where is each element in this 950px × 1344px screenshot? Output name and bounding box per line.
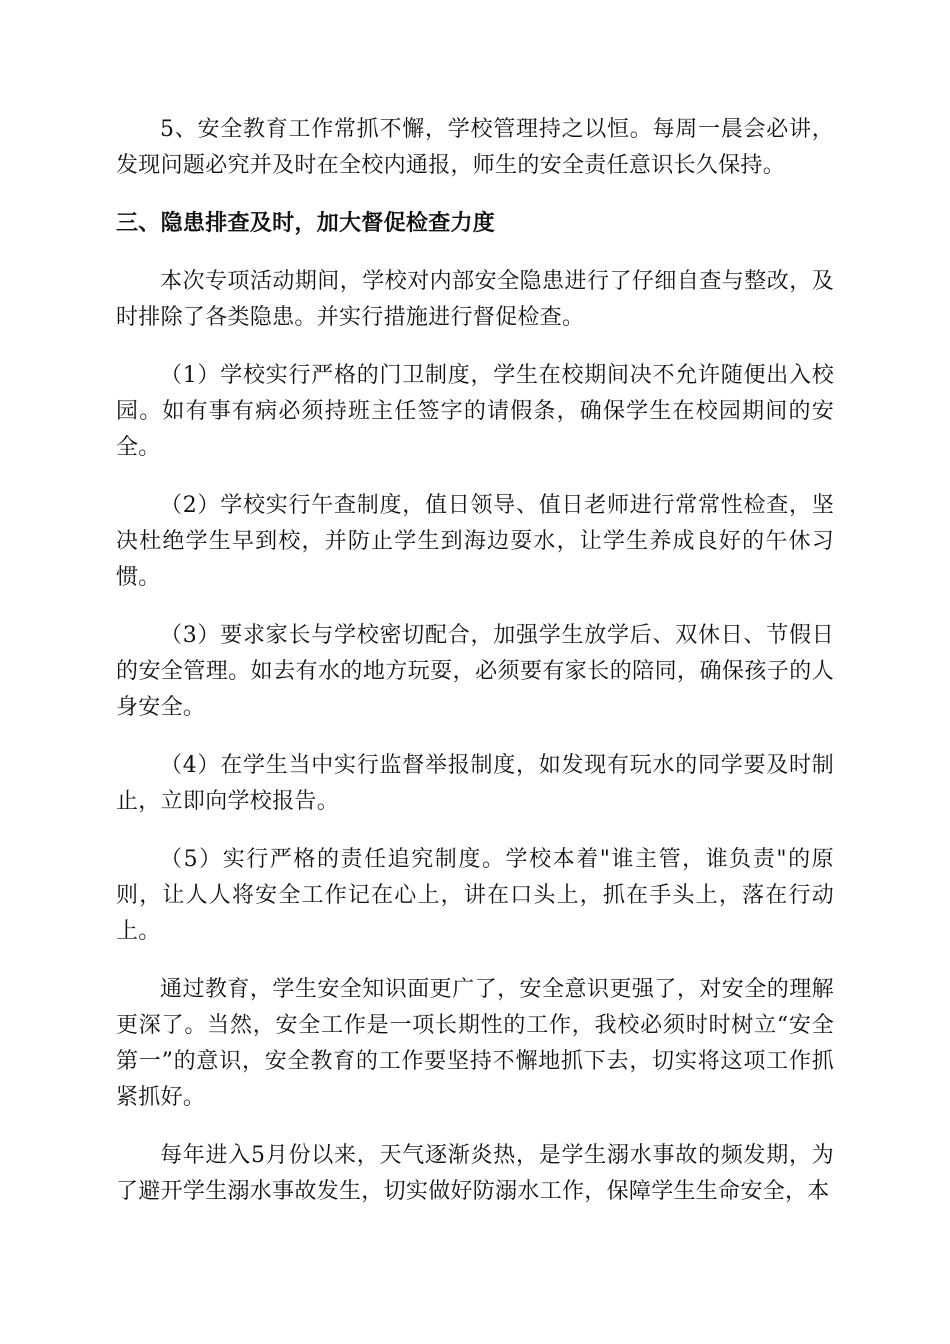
section-heading-3: 三、隐患排查及时，加大督促检查力度 [116, 211, 496, 236]
paragraph-safety-education: 5、安全教育工作常抓不懈，学校管理持之以恒。每周一晨会必讲，发现问题必究并及时在全校内通报，师生的安全责任意识长久保持。 [116, 117, 834, 178]
paragraph-item-5: （5）实行严格的责任追究制度。学校本着"谁主管，谁负责"的原则，让人人将安全工作记在心上，讲在口头上，抓在手头上，落在行动上。 [116, 847, 834, 944]
paragraph-item-2: （2）学校实行午查制度，值日领导、值日老师进行常常性检查，坚决杜绝学生早到校，并防止学生到海边耍水，让学生养成良好的午休习惯。 [116, 493, 834, 590]
paragraph-item-1: （1）学校实行严格的门卫制度，学生在校期间决不允许随便出入校园。如有事有病必须持班主任签字的请假条，确保学生在校园期间的安全。 [116, 363, 834, 460]
paragraph-item-3: （3）要求家长与学校密切配合，加强学生放学后、双休日、节假日的安全管理。如去有水的地方玩耍，必须要有家长的陪同，确保孩子的人身安全。 [116, 623, 834, 720]
paragraph-special-activity: 本次专项活动期间，学校对内部安全隐患进行了仔细自查与整改，及时排除了各类隐患。并实行措施进行督促检查。 [116, 269, 834, 330]
paragraph-may-drowning: 每年进入5月份以来，天气逐渐炎热，是学生溺水事故的频发期，为了避开学生溺水事故发生，切实做好防溺水工作，保障学生生命安全，本 [116, 1143, 834, 1204]
paragraph-item-4: （4）在学生当中实行监督举报制度，如发现有玩水的同学要及时制止，立即向学校报告。 [116, 753, 834, 814]
document-page [116, 112, 834, 1232]
paragraph-conclusion: 通过教育，学生安全知识面更广了，安全意识更强了，对安全的理解更深了。当然，安全工作是一项长期性的工作，我校必须时时树立“安全第一”的意识，安全教育的工作要坚持不懈地抓下去，切实将这项工作抓紧抓好。 [116, 977, 834, 1110]
